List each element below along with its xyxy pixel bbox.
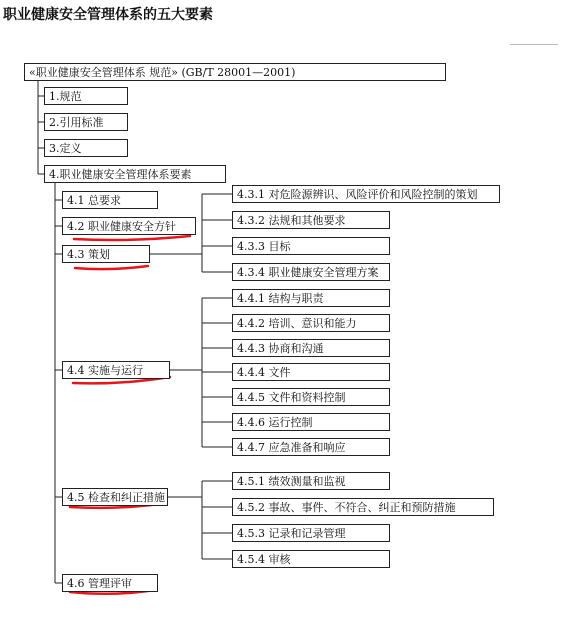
node-4-4-7: 4.4.7 应急准备和响应	[232, 438, 390, 456]
page-title: 职业健康安全管理体系的五大要素	[3, 7, 213, 23]
node-4-5: 4.5 检查和纠正措施	[62, 488, 168, 506]
node-4-5-4: 4.5.4 审核	[232, 550, 390, 568]
node-4-4-2: 4.4.2 培训、意识和能力	[232, 314, 390, 332]
node-3-definitions: 3.定义	[44, 139, 128, 157]
node-4-4-1: 4.4.1 结构与职责	[232, 289, 390, 307]
node-4-4-4: 4.4.4 文件	[232, 363, 390, 381]
node-2-references: 2.引用标准	[44, 113, 128, 131]
node-4-4-6: 4.4.6 运行控制	[232, 413, 390, 431]
node-4-3-1: 4.3.1 对危险源辨识、风险评价和风险控制的策划	[232, 185, 500, 203]
highlight-underlines	[70, 236, 190, 594]
node-4-6: 4.6 管理评审	[62, 574, 158, 592]
node-4-elements: 4.职业健康安全管理体系要素	[44, 165, 226, 183]
node-4-2: 4.2 职业健康安全方针	[62, 217, 196, 235]
node-4-4-5: 4.4.5 文件和资料控制	[232, 388, 390, 406]
node-4-3-3: 4.3.3 目标	[232, 237, 390, 255]
node-4-3-4: 4.3.4 职业健康安全管理方案	[232, 263, 390, 281]
node-1-scope: 1.规范	[44, 87, 128, 105]
root-box: «职业健康安全管理体系 规范» (GB/T 28001—2001)	[24, 63, 446, 81]
node-4-3: 4.3 策划	[62, 245, 150, 263]
node-4-3-2: 4.3.2 法规和其他要求	[232, 211, 390, 229]
node-4-5-2: 4.5.2 事故、事件、不符合、纠正和预防措施	[232, 498, 494, 516]
node-4-1: 4.1 总要求	[62, 191, 158, 209]
node-4-5-3: 4.5.3 记录和记录管理	[232, 524, 390, 542]
node-4-5-1: 4.5.1 绩效测量和监视	[232, 472, 390, 490]
node-4-4-3: 4.4.3 协商和沟通	[232, 339, 390, 357]
node-4-4: 4.4 实施与运行	[62, 361, 170, 379]
